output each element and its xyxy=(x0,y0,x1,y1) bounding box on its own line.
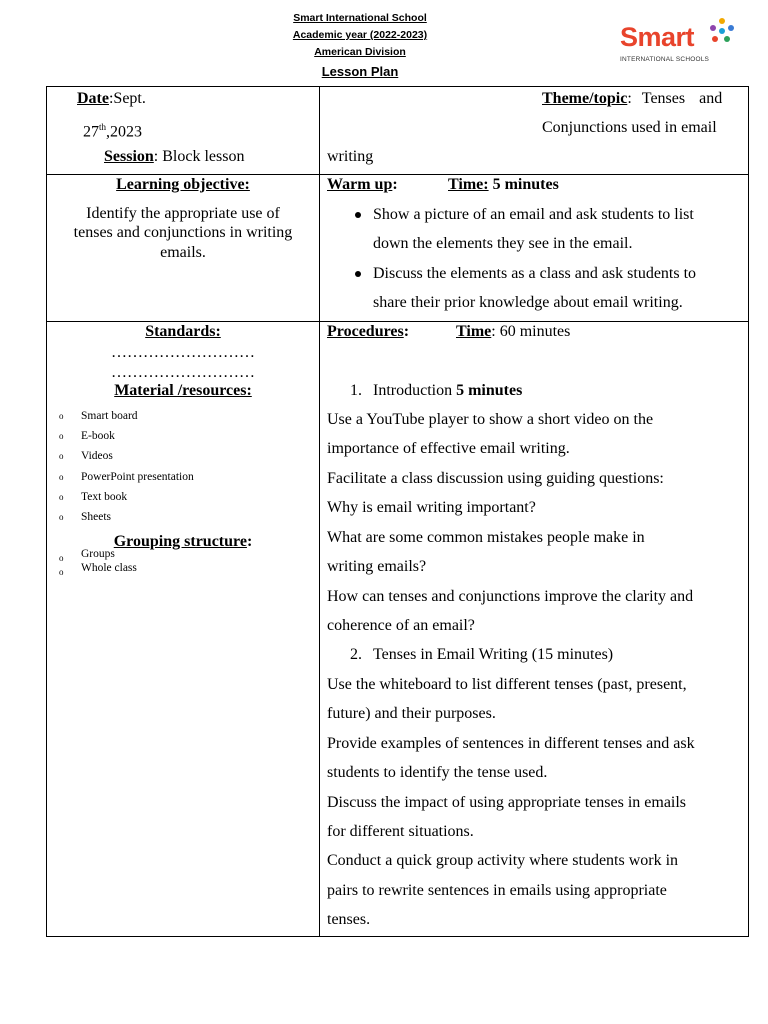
date-day: 27 xyxy=(83,123,99,141)
theme-word-1: Tenses xyxy=(641,90,686,107)
material-item: Videos xyxy=(81,450,113,462)
step-1-number: 1. xyxy=(350,382,362,399)
circle-bullet-icon: o xyxy=(59,492,64,502)
material-item: E-book xyxy=(81,430,115,442)
standards-dots-1: ……………………… xyxy=(111,344,255,361)
materials-label: Material /resources: xyxy=(114,382,252,399)
procedure-line: Use a YouTube player to show a short video on the xyxy=(327,411,654,428)
school-name: Smart International School xyxy=(293,12,427,24)
procedure-line: Conduct a quick group activity where students work in xyxy=(327,852,679,869)
date-value: :Sept. xyxy=(108,90,146,107)
warmup-bullet-1-line-1: Show a picture of an email and ask students to list xyxy=(373,206,694,223)
warmup-bullet-2-line-2: share their prior knowledge about email writing. xyxy=(373,294,683,311)
date-year: ,2023 xyxy=(106,123,143,141)
circle-bullet-icon: o xyxy=(59,512,64,522)
warmup-time-label: Time: xyxy=(448,176,489,193)
theme-colon: : xyxy=(627,90,632,107)
theme-label: Theme/topic xyxy=(542,90,628,107)
material-item: Smart board xyxy=(81,410,138,422)
procedure-line: writing emails? xyxy=(327,558,427,575)
column-divider xyxy=(319,87,320,936)
material-item: Text book xyxy=(81,491,128,503)
procedures-time-value: : 60 minutes xyxy=(491,323,571,340)
procedure-line: Use the whiteboard to list different tenses (past, present, xyxy=(327,676,687,693)
step-1-text: Introduction xyxy=(373,382,457,399)
standards-dots-2: ……………………… xyxy=(111,364,255,381)
circle-bullet-icon: o xyxy=(59,411,64,421)
grouping-colon: : xyxy=(246,533,253,550)
grouping-label: Grouping structure xyxy=(113,533,247,550)
procedure-line: Facilitate a class discussion using guiding questions: xyxy=(327,470,664,487)
step-1-heading xyxy=(373,376,522,406)
material-item: Sheets xyxy=(81,511,112,523)
circle-bullet-icon: o xyxy=(59,451,64,461)
procedure-line: importance of effective email writing. xyxy=(327,440,570,457)
session-line xyxy=(104,142,244,172)
lesson-plan-table xyxy=(46,86,749,937)
circle-bullet-icon: o xyxy=(59,472,64,482)
procedure-line: for different situations. xyxy=(327,823,474,840)
warmup-time-value: 5 minutes xyxy=(488,176,559,193)
warmup-time xyxy=(448,170,559,200)
school-logo xyxy=(620,14,745,66)
grouping-item: Groups xyxy=(81,548,115,560)
logo-subtitle: INTERNATIONAL SCHOOLS xyxy=(620,56,710,63)
procedure-line: Why is email writing important? xyxy=(327,499,536,516)
procedure-line: pairs to rewrite sentences in emails using appropriate xyxy=(327,882,667,899)
theme-line-2: Conjunctions used in email xyxy=(542,119,717,136)
procedures-time-label: Time xyxy=(456,323,492,340)
date-label: Date xyxy=(77,90,109,107)
objective-line-2: tenses and conjunctions in writing xyxy=(73,224,293,241)
warmup-heading xyxy=(327,170,398,200)
procedure-line: Discuss the impact of using appropriate tenses in emails xyxy=(327,794,687,811)
step-2-heading: Tenses in Email Writing (15 minutes) xyxy=(373,646,614,663)
warmup-bullet-2-line-1: Discuss the elements as a class and ask students to xyxy=(373,265,697,282)
academic-year: Academic year (2022-2023) xyxy=(292,29,428,41)
procedure-line: coherence of an email? xyxy=(327,617,475,634)
grouping-item: Whole class xyxy=(81,562,137,574)
page-title: Lesson Plan xyxy=(321,64,399,79)
objective-line-1: Identify the appropriate use of xyxy=(86,205,280,222)
procedure-line: students to identify the tense used. xyxy=(327,764,548,781)
procedure-line: What are some common mistakes people make in xyxy=(327,529,645,546)
standards-label: Standards: xyxy=(145,323,221,340)
warmup-label: Warm up xyxy=(327,176,393,193)
theme-word-2: and xyxy=(699,90,723,107)
procedures-heading xyxy=(327,317,409,347)
procedures-colon: : xyxy=(403,323,410,340)
session-value: : Block lesson xyxy=(153,148,245,165)
circle-bullet-icon: o xyxy=(59,553,64,563)
theme-line-3: writing xyxy=(327,148,374,165)
procedures-time xyxy=(456,317,570,347)
objective-line-3: emails. xyxy=(160,244,206,261)
bullet-icon xyxy=(355,212,361,218)
procedure-line: tenses. xyxy=(327,911,371,928)
circle-bullet-icon: o xyxy=(59,567,64,577)
session-label: Session xyxy=(104,148,154,165)
logo-star-icon xyxy=(706,14,738,46)
warmup-bullet-1-line-2: down the elements they see in the email. xyxy=(373,235,633,252)
date-suffix: th xyxy=(99,122,107,132)
warmup-colon: : xyxy=(392,176,398,193)
step-2-number: 2. xyxy=(350,646,362,663)
procedure-line: Provide examples of sentences in different tenses and ask xyxy=(327,735,695,752)
procedure-line: How can tenses and conjunctions improve the clarity and xyxy=(327,588,694,605)
step-1-time: 5 minutes xyxy=(456,382,523,399)
procedures-label: Procedures xyxy=(327,323,404,340)
objective-label: Learning objective: xyxy=(116,176,250,193)
circle-bullet-icon: o xyxy=(59,431,64,441)
division: American Division xyxy=(314,46,406,58)
theme-line-1 xyxy=(542,84,722,114)
bullet-icon xyxy=(355,271,361,277)
procedure-line: future) and their purposes. xyxy=(327,705,496,722)
logo-word: Smart xyxy=(620,22,695,52)
material-item: PowerPoint presentation xyxy=(81,471,194,483)
date-line xyxy=(77,84,146,114)
